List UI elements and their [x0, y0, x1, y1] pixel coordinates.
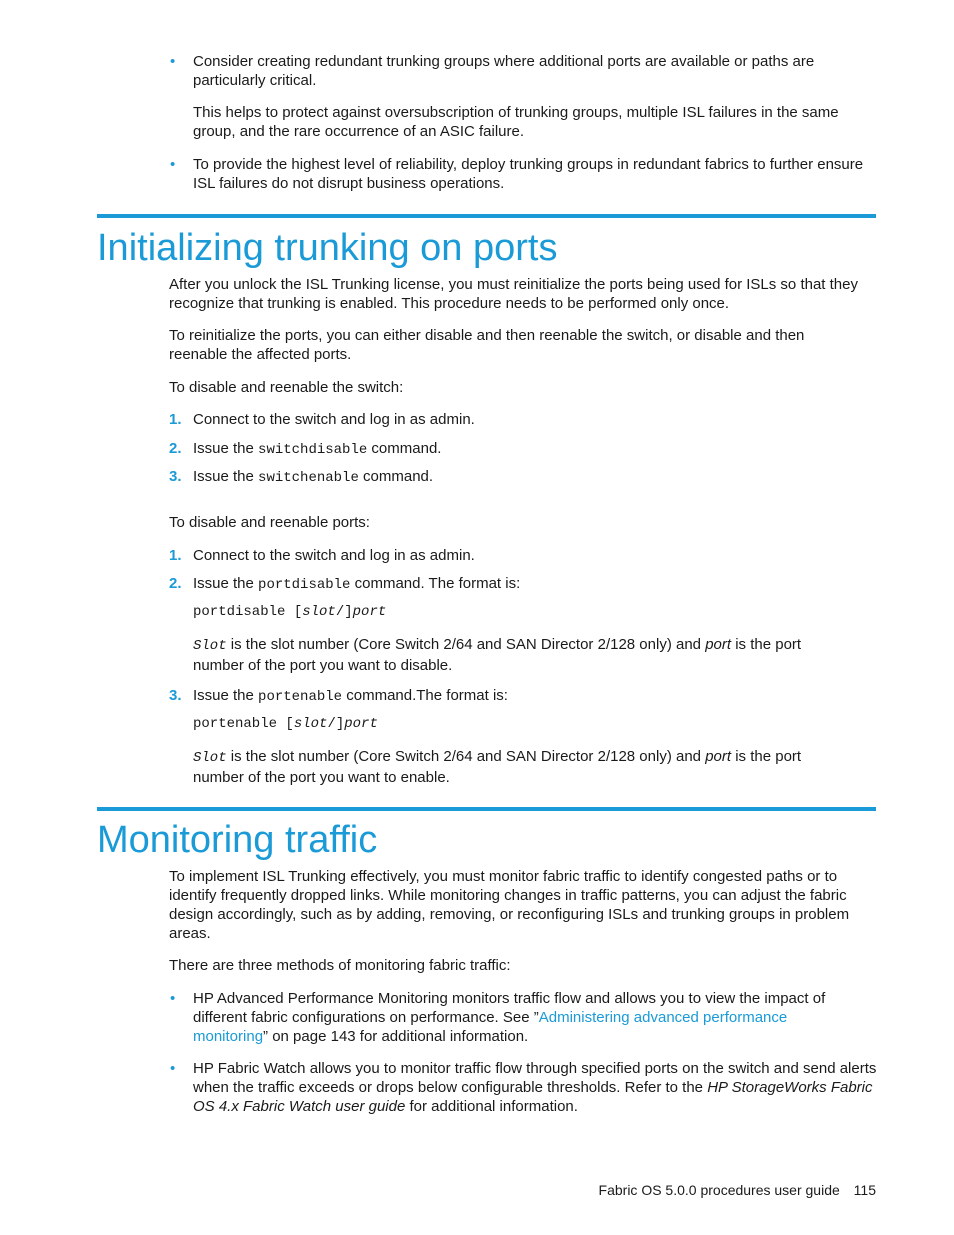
command-switchdisable: switchdisable — [258, 442, 368, 458]
section-heading-initializing: Initializing trunking on ports — [97, 227, 558, 269]
command-portenable: portenable — [258, 689, 343, 705]
step-text: Connect to the switch and log in as admin. — [193, 411, 475, 428]
step-text: Issue the switchenable command. — [193, 468, 434, 486]
step-number: 3. — [169, 468, 182, 485]
bullet-icon: • — [170, 1060, 176, 1077]
step-number: 1. — [169, 547, 182, 564]
section-rule — [97, 807, 876, 811]
ports-intro: To disable and reenable ports: — [169, 514, 370, 531]
bullet-text: To provide the highest level of reliability, deploy trunking groups in redundant fabrics to further ensure ISL failures do not disrupt business operations. — [193, 156, 864, 192]
bullet-icon: • — [170, 53, 176, 70]
paragraph: To implement ISL Trunking effectively, you must monitor fabric traffic to identify congested paths or to identify frequently dropped links. While monitoring changes in traffic patterns, you can adjust the fabric design accordingly, such as by adding, removing, or reconfiguring ISLs and trunking groups in problem areas. — [169, 868, 850, 942]
page-footer — [599, 1181, 876, 1200]
bullet-subtext: This helps to protect against oversubscription of trunking groups, multiple ISL failures in the same group, and the rare occurrence of an ASIC failure. — [193, 104, 839, 140]
section-rule — [97, 214, 876, 218]
command-switchenable: switchenable — [258, 470, 359, 486]
step-number: 1. — [169, 411, 182, 428]
switch-intro: To disable and reenable the switch: — [169, 379, 404, 396]
step-description: Slot is the slot number (Core Switch 2/64 and SAN Director 2/128 only) and port is the port number of the port you want to disable. — [193, 636, 802, 674]
bullet-text: Consider creating redundant trunking groups where additional ports are available or paths are particularly critical. — [193, 53, 815, 89]
bullet-text: HP Advanced Performance Monitoring monitors traffic flow and allows you to view the impact of different fabric configurations on performance. See ”Administering advanced performance monitoring” on page 143 for additional information. — [193, 990, 826, 1045]
section-heading-monitoring: Monitoring traffic — [97, 819, 378, 861]
paragraph: To reinitialize the ports, you can either disable and then reenable the switch, or disable and then reenable the affected ports. — [169, 327, 805, 363]
bullet-text: HP Fabric Watch allows you to monitor traffic flow through specified ports on the switch and send alerts when the traffic exceeds or drops below configurable thresholds. Refer to the HP StorageWorks Fabric OS 4.x Fabric Watch user guide for additional information. — [193, 1060, 877, 1115]
syntax-portdisable: portdisable [slot/]port — [193, 604, 387, 620]
step-text: Issue the portenable command.The format is: — [193, 687, 508, 705]
bullet-icon: • — [170, 156, 176, 173]
step-text: Issue the portdisable command. The format is: — [193, 575, 521, 593]
step-number: 3. — [169, 687, 182, 704]
bullet-icon: • — [170, 990, 176, 1007]
link-administering-performance-monitoring[interactable]: Administering advanced performance monitoring — [193, 1009, 788, 1045]
paragraph: There are three methods of monitoring fabric traffic: — [169, 957, 511, 974]
command-portdisable: portdisable — [258, 577, 351, 593]
step-text: Issue the switchdisable command. — [193, 440, 442, 458]
page-number: 115 — [853, 1182, 876, 1198]
step-text: Connect to the switch and log in as admin. — [193, 547, 475, 564]
footer-title: Fabric OS 5.0.0 procedures user guide — [598, 1182, 840, 1198]
step-number: 2. — [169, 575, 182, 592]
paragraph: After you unlock the ISL Trunking license, you must reinitialize the ports being used for ISLs so that they recognize that trunking is enabled. This procedure needs to be performed only once. — [169, 276, 858, 312]
step-description: Slot is the slot number (Core Switch 2/64 and SAN Director 2/128 only) and port is the port number of the port you want to enable. — [193, 748, 802, 786]
step-number: 2. — [169, 440, 182, 457]
syntax-portenable: portenable [slot/]port — [193, 716, 378, 732]
